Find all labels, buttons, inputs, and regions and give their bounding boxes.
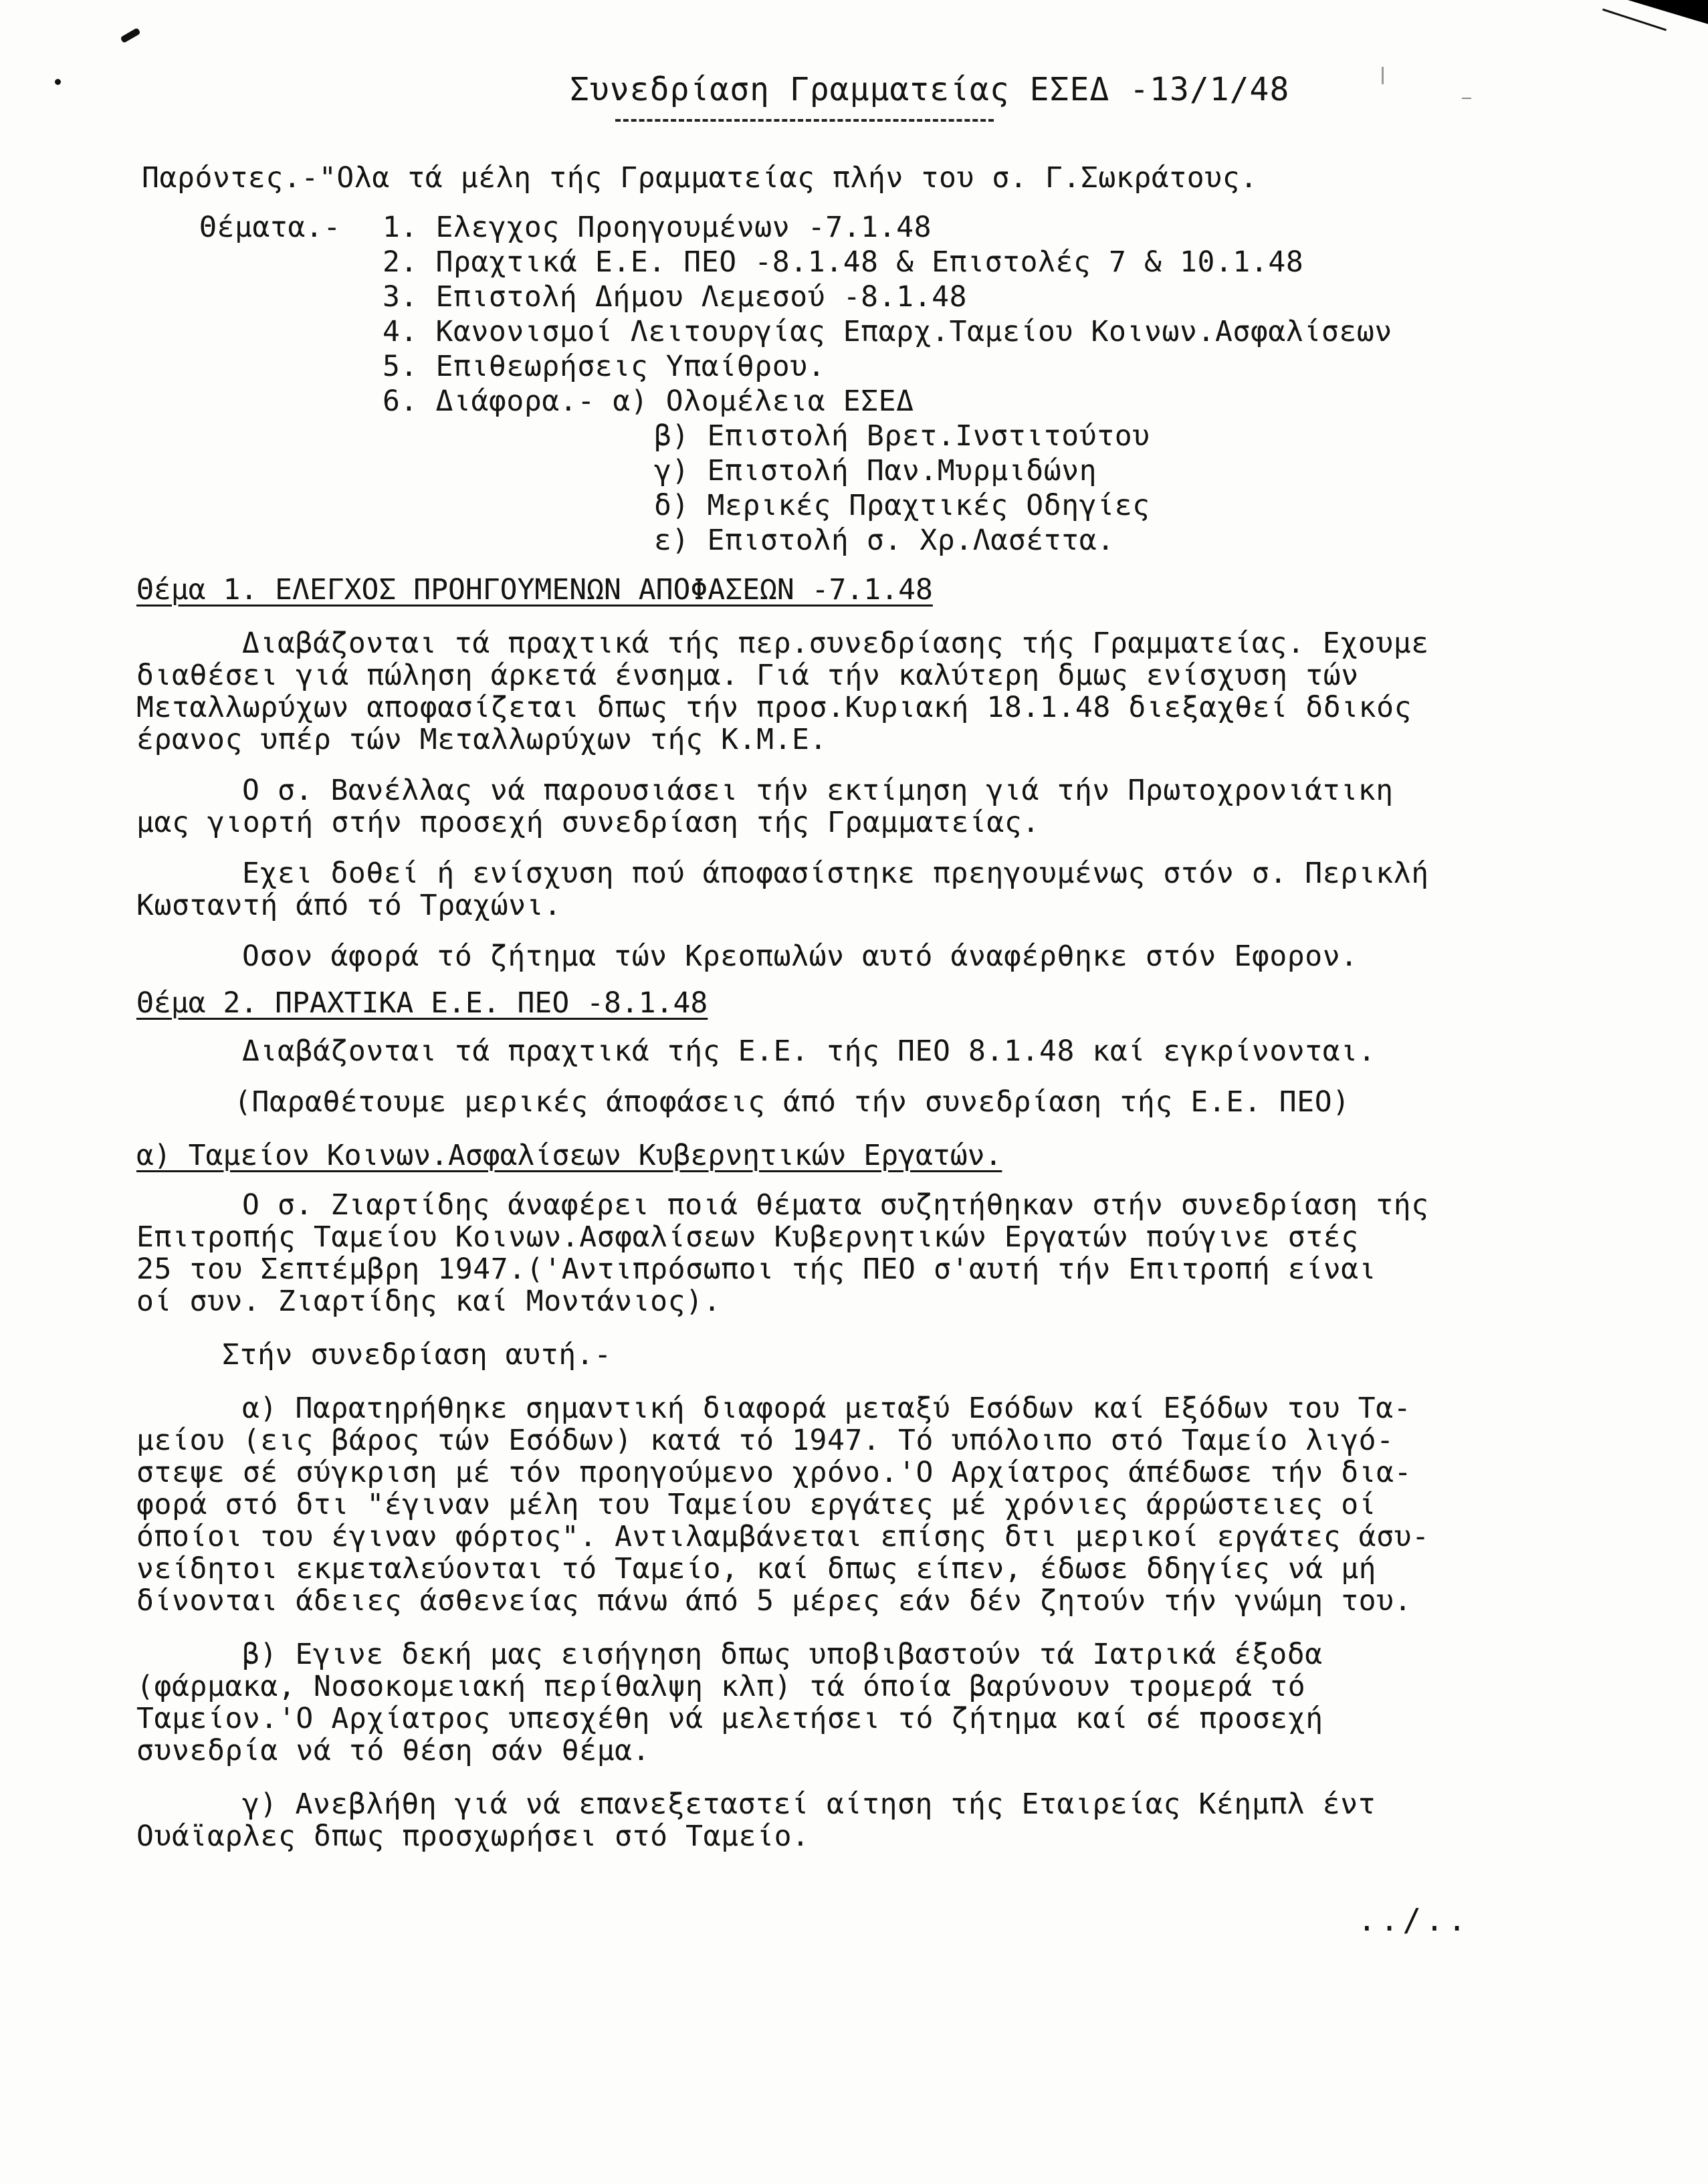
topic1-paragraph3-line: Εχει δοθεί ή ενίσχυση πού άποφασίστηκε πρεηγουμένως στόν σ. Περικλή [242,857,1429,890]
topic2-paragraph6-line: Ταμείον.'Ο Αρχίατρος υπεσχέθη νά μελετήσει τό ζήτημα καί σέ προσεχή [136,1702,1323,1735]
topic2-paragraph6-line: (φάρμακα, Νοσοκομειακή περίθαλψη κλπ) τά όποία βαρύνουν τρομερά τό [136,1670,1306,1703]
topic2-paragraph5-line: στεψε σέ σύγκριση μέ τόν προηγούμενο χρόνο.'Ο Αρχίατρος άπέδωσε τήν δια- [136,1456,1412,1489]
topic2-paragraph6-line: συνεδρία νά τό θέση σάν θέμα. [136,1734,651,1767]
agenda-item: 3. Επιστολή Δήμου Λεμεσού -8.1.48 [383,280,968,314]
topic2-paragraph5-line: δίνονται άδειες άσθενείας πάνω άπό 5 μέρες εάν δέν ζητούν τήν γνώμη του. [136,1584,1412,1618]
topic1-paragraph1-line: Διαβάζονται τά πραχτικά τής περ.συνεδρίασης τής Γραμματείας. Εχουμε [242,627,1429,660]
topic2-paragraph3-line: οί συν. Ζιαρτίδης καί Μοντάνιος). [136,1285,722,1318]
topic2-paragraph3-line: Επιτροπής Ταμείου Κοινων.Ασφαλίσεων Κυβερνητικών Εργατών πούγινε στές [136,1220,1359,1254]
agenda-subitem: β) Επιστολή Βρετ.Ινστιτούτου [654,419,1150,453]
agenda-subitem: ε) Επιστολή σ. Χρ.Λασέττα. [654,524,1115,557]
document-title: Συνεδρίαση Γραμματείας ΕΣΕΔ -13/1/48 [570,71,1290,108]
topic1-paragraph4-line: Οσον άφορά τό ζήτημα τών Κρεοπωλών αυτό άναφέρθηκε στόν Εφορον. [242,940,1358,973]
agenda-item: 1. Ελεγχος Προηγουμένων -7.1.48 [383,211,932,244]
title-rule [615,119,994,122]
topic1-paragraph2-line: Ο σ. Βανέλλας νά παρουσιάσει τήν εκτίμηση γιά τήν Πρωτοχρονιάτικη [242,774,1394,807]
topic1-paragraph3-line: Κωσταντή άπό τό Τραχώνι. [136,889,562,922]
attendees-line: Παρόντες.-"Ολα τά μέλη τής Γραμματείας πλήν του σ. Γ.Σωκράτους. [142,161,1258,195]
topic1-heading: Θέμα 1. ΕΛΕΓΧΟΣ ΠΡΟΗΓΟΥΜΕΝΩΝ ΑΠΟΦΑΣΕΩΝ -7.1.48 [136,573,933,607]
agenda-subitem: δ) Μερικές Πραχτικές Οδηγίες [654,489,1150,522]
scan-speck [120,27,141,43]
topic2-paragraph5-line: φορά στό δτι "έγιναν μέλη του Ταμείου εργάτες μέ χρόνιες άρρώστειες οί [136,1488,1377,1521]
scan-streak [1602,9,1667,31]
topic2-paragraph7-line: γ) Ανεβλήθη γιά νά επανεξεταστεί αίτηση τής Εταιρείας Κέημπλ έντ [242,1787,1376,1821]
topic2-paragraph3-line: 25 του Σεπτέμβρη 1947.('Αντιπρόσωποι τής ΠΕΟ σ'αυτή τήν Επιτροπή είναι [136,1252,1377,1286]
topic2-paragraph1-line: Διαβάζονται τά πραχτικά τής Ε.Ε. τής ΠΕΟ 8.1.48 καί εγκρίνονται. [242,1034,1376,1068]
topic2-paragraph3-line: Ο σ. Ζιαρτίδης άναφέρει ποιά θέματα συζητήθηκαν στήν συνεδρίαση τής [242,1188,1429,1222]
topic2-paragraph5-line: μείου (εις βάρος τών Εσόδων) κατά τό 1947. Τό υπόλοιπο στό Ταμείο λιγό- [136,1424,1394,1457]
agenda-item: 6. Διάφορα.- α) Ολομέλεια ΕΣΕΔ [383,385,914,418]
topic2-paragraph6-line: β) Εγινε δεκή μας εισήγηση δπως υποβιβαστούν τά Ιατρικά έξοδα [242,1638,1323,1671]
topic1-paragraph1-line: έρανος υπέρ τών Μεταλλωρύχων τής Κ.Μ.Ε. [136,723,828,756]
scan-speck [1462,98,1471,99]
agenda-item: 4. Κανονισμοί Λειτουργίας Επαρχ.Ταμείου Κοινων.Ασφαλίσεων [383,315,1392,348]
topic2-paragraph2-line: (Παραθέτουμε μερικές άποφάσεις άπό τήν συνεδρίαση τής Ε.Ε. ΠΕΟ) [234,1085,1350,1119]
topic2-subheading: α) Ταμείον Κοινων.Ασφαλίσεων Κυβερνητικών Εργατών. [136,1139,1002,1172]
topic1-paragraph1-line: διαθέσει γιά πώληση άρκετά ένσημα. Γιά τήν καλύτερη δμως ενίσχυση τών [136,659,1359,692]
agenda-subitem: γ) Επιστολή Παν.Μυρμιδώνη [654,454,1097,487]
topic2-paragraph5-line: όποίοι του έγιναν φόρτος". Αντιλαμβάνεται επίσης δτι μερικοί εργάτες άσυ- [136,1520,1430,1553]
topic2-paragraph5-line: α) Παρατηρήθηκε σημαντική διαφορά μεταξύ Εσόδων καί Εξόδων του Τα- [242,1392,1412,1425]
scan-speck [55,79,61,85]
topic1-paragraph1-line: Μεταλλωρύχων αποφασίζεται δπως τήν προσ.Κυριακή 18.1.48 διεξαχθεί δδικός [136,691,1412,724]
agenda-item: 5. Επιθεωρήσεις Υπαίθρου. [383,350,826,383]
topic2-paragraph4-line: Στήν συνεδρίαση αυτή.- [222,1338,612,1372]
topic2-paragraph7-line: Ουάϊαρλες δπως προσχωρήσει στό Ταμείο. [136,1820,810,1853]
agenda-item: 2. Πραχτικά Ε.Ε. ΠΕΟ -8.1.48 & Επιστολές 7 & 10.1.48 [383,245,1304,279]
topic2-paragraph5-line: νείδητοι εκμεταλεύονται τό Ταμείο, καί δπως είπεν, έδωσε δδηγίες νά μή [136,1552,1377,1586]
scan-speck [1382,67,1384,84]
topic1-paragraph2-line: μας γιορτή στήν προσεχή συνεδρίαση τής Γραμματείας. [136,806,1040,839]
agenda-label: Θέματα.- [199,211,341,244]
topic2-heading: Θέμα 2. ΠΡΑΧΤΙΚΑ Ε.Ε. ΠΕΟ -8.1.48 [136,986,708,1020]
continuation-mark: ../.. [1358,1902,1471,1938]
